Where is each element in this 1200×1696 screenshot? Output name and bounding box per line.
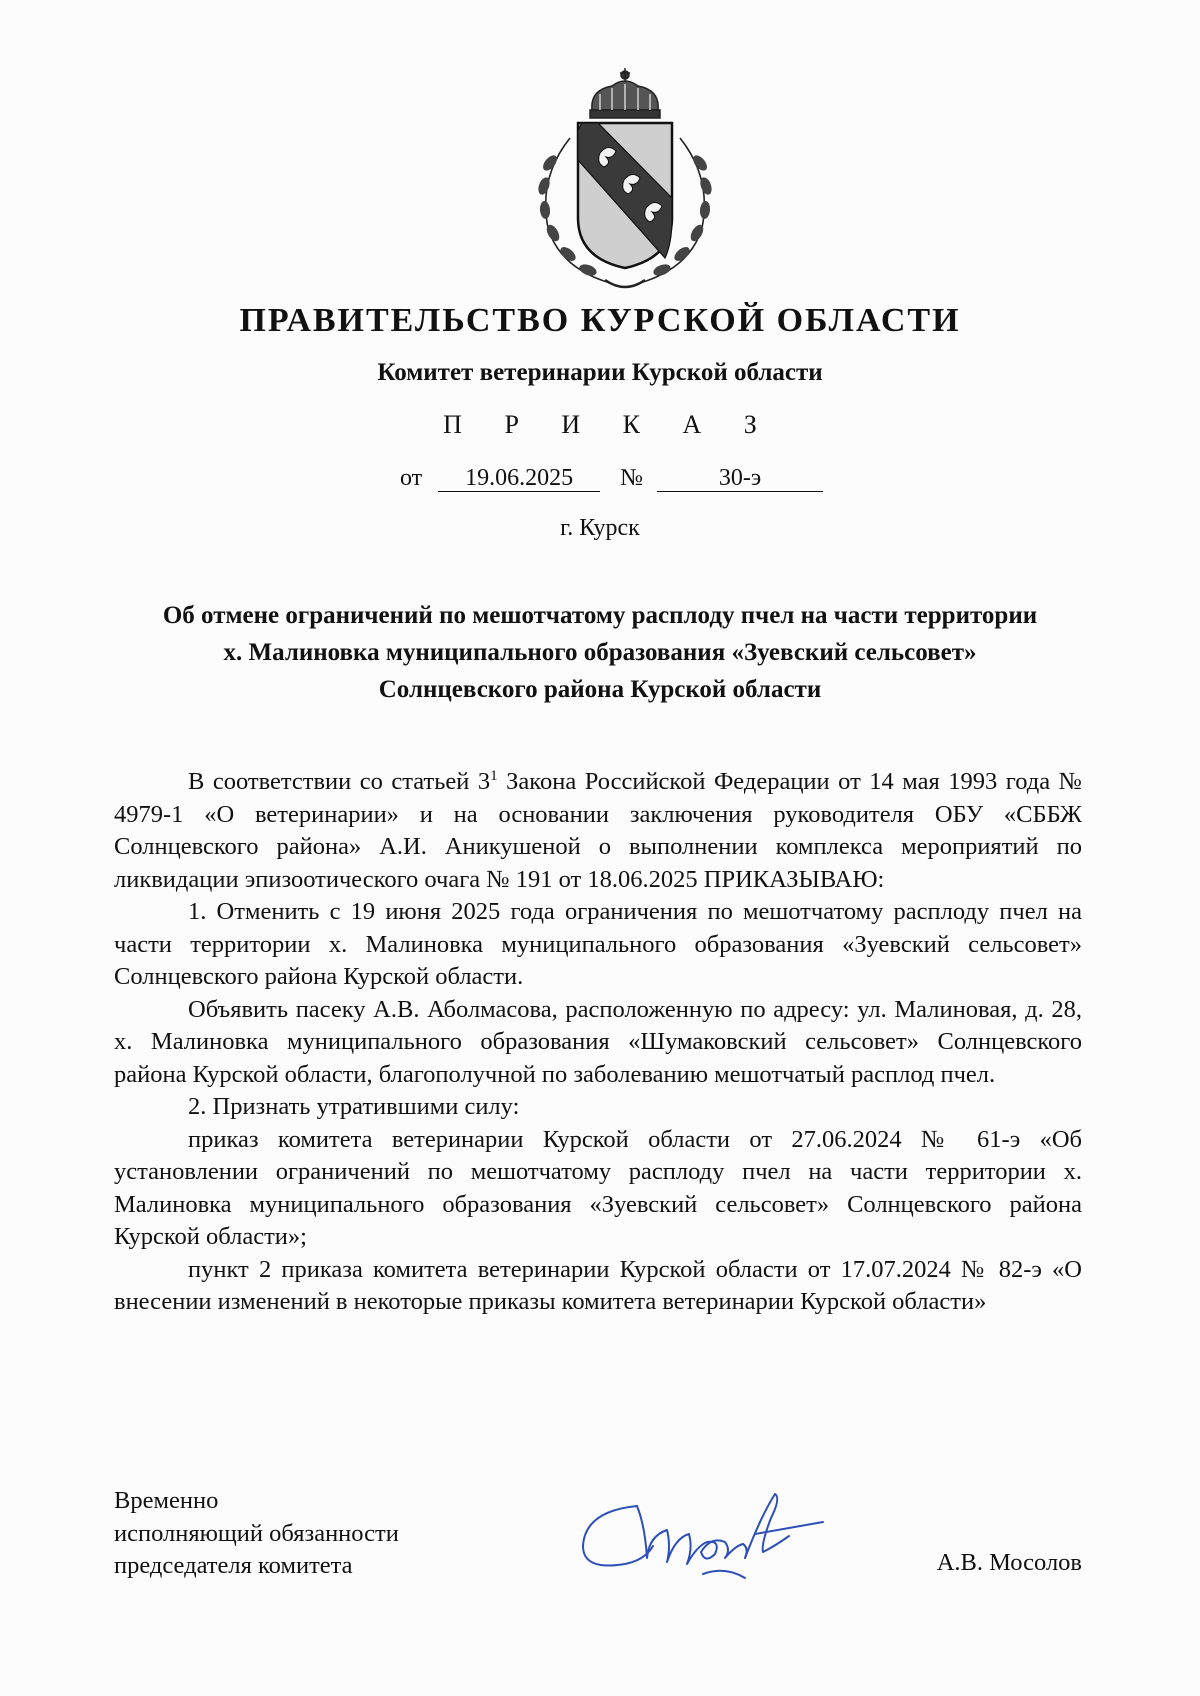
signer-name: А.В. Мосолов [936, 1549, 1082, 1576]
date-prefix: от [400, 465, 423, 491]
committee-name: Комитет ветеринарии Курской области [377, 359, 823, 386]
order-body [114, 760, 1082, 1319]
position-line-2: исполняющий обязанности [114, 1519, 399, 1547]
document-type: П Р И К А З [443, 410, 775, 439]
repealed-order-paragraph: приказ комитета ветеринарии Курской области от 27.06.2024 № 61-э «Об установлении ограничений по мешотчатому расплоду пчел на части территории х. Малиновка муниципального образования «Зуевский сельсовет» Солнцевского района Курской области»; [114, 1125, 1082, 1251]
subject-line-1: Об отмене ограничений по мешотчатому расплоду пчел на части территории [162, 602, 1038, 629]
subject-line-2: х. Малиновка муниципального образования «Зуевский сельсовет» [223, 639, 977, 666]
date-number-line [400, 465, 823, 492]
item-2-paragraph: 2. Признать утратившими силу: [188, 1093, 520, 1121]
city: г. Курск [560, 515, 640, 541]
order-number: 30-э [657, 465, 823, 492]
position-line-1: Временно [114, 1487, 219, 1514]
preamble-rest: Закона Российской Федерации от 14 мая 1993 года № 4979-1 «О ветеринарии» и на основании заключения руководителя ОБУ «СББЖ Солнцевского района» А.И. Аникушеной о выполнении комплекса мероприятий по ликвидации эпизоотического очага № 191 от 18.06.2025 ПРИКАЗЫВАЮ: [114, 768, 1082, 893]
preamble-paragraph [114, 760, 1082, 896]
signer-position [114, 1485, 399, 1583]
order-date: 19.06.2025 [438, 465, 600, 492]
article-superscript: 1 [490, 768, 498, 784]
coat-of-arms-icon [520, 68, 730, 298]
position-line-3: председателя комитета [114, 1552, 353, 1579]
apiary-declaration-paragraph: Объявить пасеку А.В. Аболмасова, расположенную по адресу: ул. Малиновая, д. 28, х. Малиновка муниципального образования «Шумаковский сельсовет» Солнцевского района Курской области, благополучной по заболеванию мешотчатый расплод пчел. [114, 995, 1082, 1088]
order-subject [110, 597, 1090, 708]
number-label: № [620, 465, 644, 491]
item-1-paragraph: 1. Отменить с 19 июня 2025 года ограничения по мешотчатому расплоду пчел на части территории х. Малиновка муниципального образования «Зуевский сельсовет» Солнцевского района Курской области. [114, 898, 1082, 991]
repealed-clause-paragraph: пункт 2 приказа комитета ветеринарии Курской области от 17.07.2024 № 82-э «О внесении изменений в некоторые приказы комитета ветеринарии Курской области» [114, 1255, 1082, 1316]
subject-line-3: Солнцевского района Курской области [378, 676, 822, 703]
handwritten-signature [575, 1486, 855, 1596]
preamble-start: В соответствии со статьей 3 [188, 768, 491, 796]
government-title: ПРАВИТЕЛЬСТВО КУРСКОЙ ОБЛАСТИ [239, 302, 961, 339]
